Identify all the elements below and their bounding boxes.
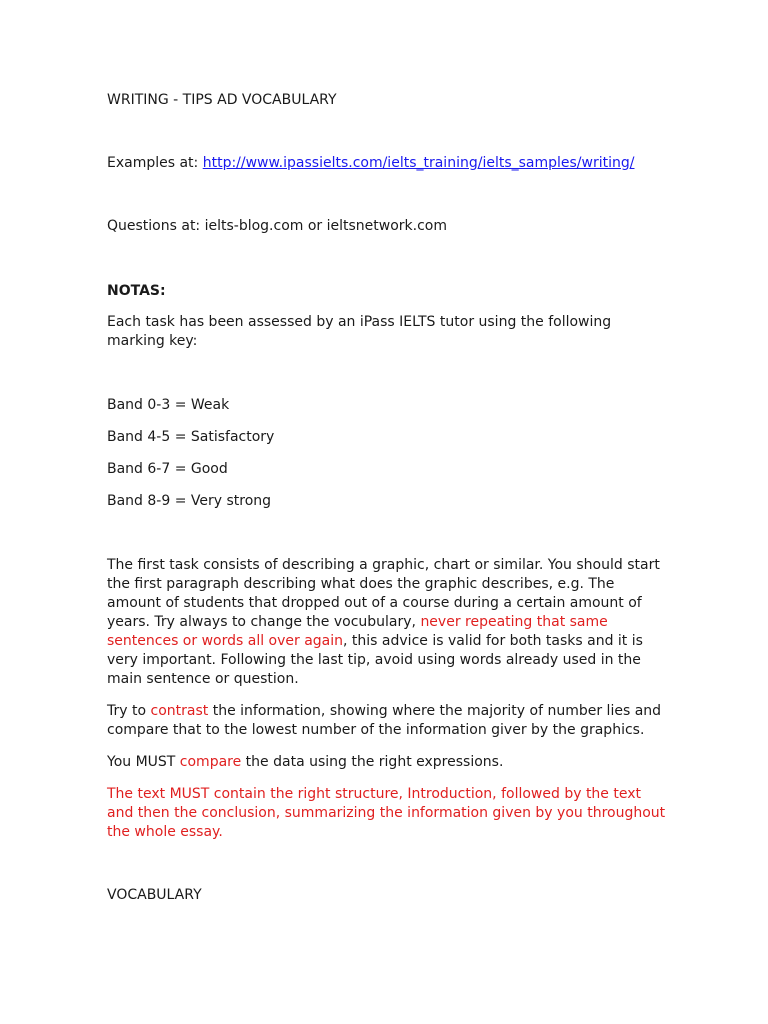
vocabulary-heading: VOCABULARY xyxy=(107,887,202,903)
structure-paragraph: The text MUST contain the right structure, Introduction, followed by the text and then the conclusion, summarizing the information given by you throughout the whole essay. xyxy=(107,786,666,840)
document-title: WRITING - TIPS AD VOCABULARY xyxy=(107,92,337,108)
compare-paragraph-text-1: You MUST xyxy=(107,754,180,770)
band-item-1: Band 4-5 = Satisfactory xyxy=(107,429,275,445)
band-item-0: Band 0-3 = Weak xyxy=(107,397,230,413)
task-paragraph-text-2: , this advice is valid for both tasks and it is very important. Following the last tip, avoid using words already used in the main sentence or question. xyxy=(107,633,643,687)
compare-paragraph-highlight: compare xyxy=(179,754,242,770)
contrast-paragraph xyxy=(107,702,667,740)
task-paragraph-highlight: never repeating that same sentences or words all over again xyxy=(107,614,608,649)
compare-paragraph-text-2: the data using the right expressions. xyxy=(241,754,504,770)
examples-line xyxy=(107,154,634,173)
contrast-paragraph-text-1: Try to xyxy=(107,703,151,719)
band-item-3: Band 8-9 = Very strong xyxy=(107,493,272,509)
task-paragraph-text-1: The first task consists of describing a graphic, chart or similar. You should start the first paragraph describing what does the graphic describes, e.g. The amount of students that dropped out of a course during a certain amount of years. Try always to change the vocubulary, xyxy=(107,557,660,630)
examples-label: Examples at: xyxy=(107,155,203,171)
task-paragraph xyxy=(107,556,667,689)
band-item-2: Band 6-7 = Good xyxy=(107,461,228,477)
examples-link[interactable]: http://www.ipassielts.com/ielts_training/ielts_samples/writing/ xyxy=(202,155,635,171)
compare-paragraph xyxy=(107,753,667,772)
marking-intro: Each task has been assessed by an iPass IELTS tutor using the following marking key: xyxy=(107,314,612,349)
contrast-paragraph-highlight: contrast xyxy=(150,703,209,719)
notas-heading: NOTAS: xyxy=(107,283,166,299)
contrast-paragraph-text-2: the information, showing where the majority of number lies and compare that to the lowest number of the information giver by the graphics. xyxy=(107,703,662,738)
questions-line: Questions at: ielts-blog.com or ieltsnetwork.com xyxy=(107,218,448,234)
